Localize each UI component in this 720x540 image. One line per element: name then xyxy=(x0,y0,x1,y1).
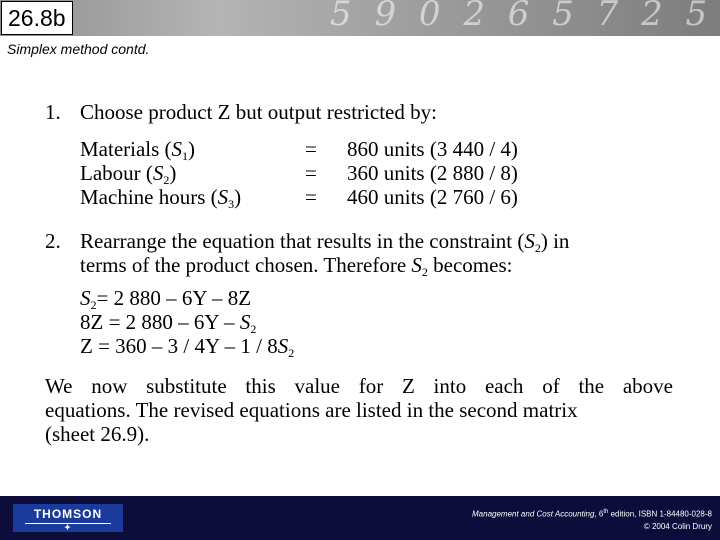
constraint-value: 860 units (3 440 / 4) xyxy=(347,137,518,161)
item-2-number: 2. xyxy=(45,229,61,253)
header-banner xyxy=(0,0,720,36)
footer-citation: Management and Cost Accounting, 6th edition, ISBN 1-84480-028-8 © 2004 Colin Drury xyxy=(472,509,712,531)
star-icon: ✦ xyxy=(64,523,72,532)
paragraph-line-3: (sheet 26.9). xyxy=(45,422,150,446)
constraint-label: Machine hours $(S_3)$ xyxy=(80,185,242,211)
item-2-line-1: Rearrange the equation that results in the constraint $(S_2)$ in xyxy=(80,229,570,255)
slide-subtitle: Simplex method contd. xyxy=(7,41,150,57)
copyright-text: © 2004 Colin Drury xyxy=(643,521,712,531)
thomson-logo: THOMSON ✦ xyxy=(13,504,123,532)
slide-number: 26.8b xyxy=(1,1,73,35)
equals-sign: = xyxy=(305,161,317,185)
constraint-label: Labour $(S_2)$ xyxy=(80,161,177,187)
equals-sign: = xyxy=(305,137,317,161)
constraint-value: 360 units (2 880 / 8) xyxy=(347,161,518,185)
equals-sign: = xyxy=(305,185,317,209)
item-1-number: 1. xyxy=(45,100,61,124)
constraint-value: 460 units (2 760 / 6) xyxy=(347,185,518,209)
paragraph-line-2: equations. The revised equations are listed in the second matrix xyxy=(45,398,578,422)
item-1-text: Choose product Z but output restricted by: xyxy=(80,100,437,124)
book-title: Management and Cost Accounting xyxy=(472,509,595,519)
banner-number-decoration: 5 9 0 2 6 5 7 2 5 xyxy=(330,0,714,34)
paragraph-line-1: We now substitute this value for Z into each of the above xyxy=(45,374,673,398)
footer-bar xyxy=(0,496,720,540)
constraint-label: Materials $(S_1)$ xyxy=(80,137,196,163)
